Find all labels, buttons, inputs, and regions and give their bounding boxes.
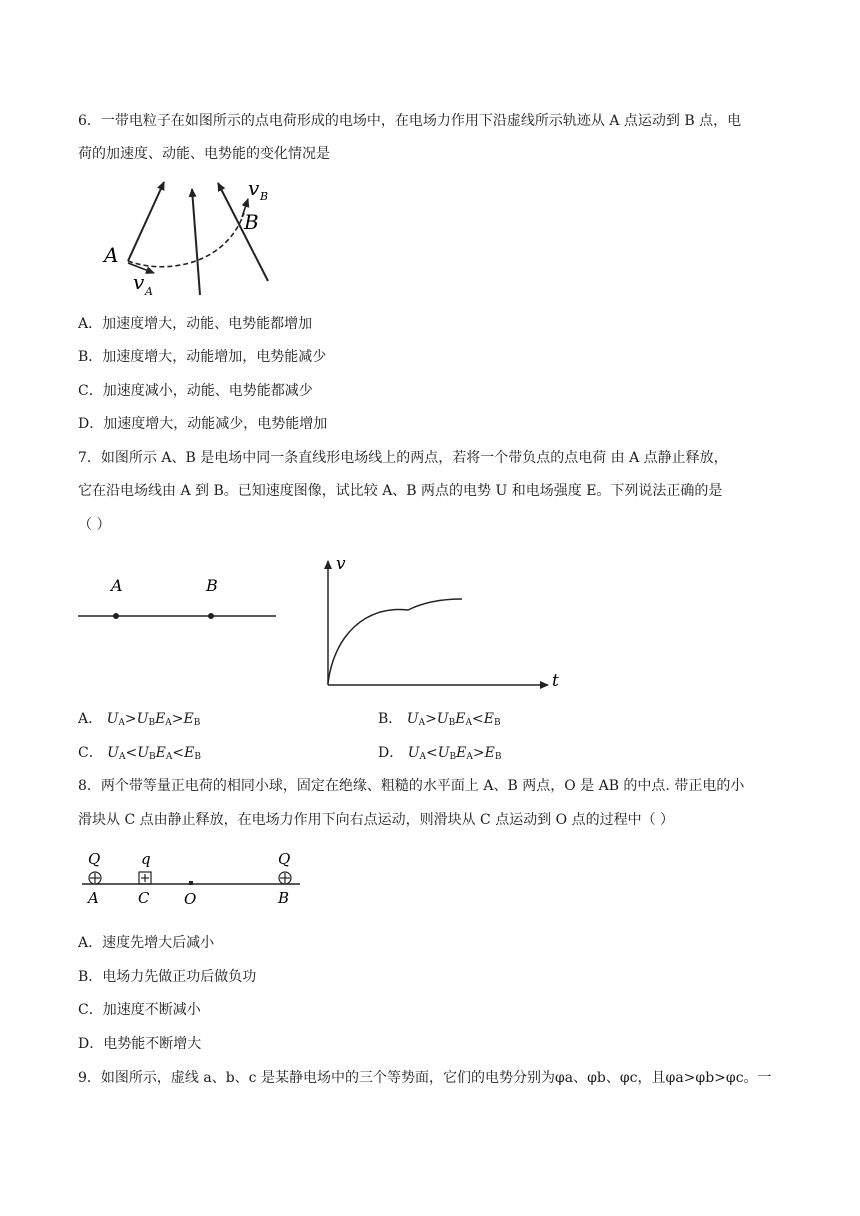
midpoint-O-marker [189,881,193,885]
point-B [208,613,214,619]
q8-option-c: C．加速度不断减小 [78,1002,201,1018]
label-O: O [184,890,197,908]
label-B: B [278,889,290,907]
q7-velocity-graph [316,555,566,695]
label-A: A [104,243,119,267]
label-vB-sub: B [260,190,269,203]
q8-stem-line2: 滑块从 C 点由静止释放，在电场力作用下向右点运动，则滑块从 C 点运动到 O 点的过程中（ ） [78,812,675,828]
q8-stem-line1: 8．两个带等量正电荷的相同小球，固定在绝缘、粗糙的水平面上 A、B 两点，O 是 AB 的中点. 带正电的小 [78,778,745,794]
q6-option-b: B．加速度增大，动能增加，电势能减少 [78,349,327,365]
q7-option-d: D． $U_A<U_BE_A>E_B$ [378,745,502,762]
label-vA-sub: A [145,285,153,298]
axis-t-label: t [552,671,559,691]
charge-q-mid: q [141,850,151,868]
charge-Q-right: Q [278,850,291,868]
axis-v-label: v [336,554,346,574]
q6-stem-line1: 6．一带电粒子在如图所示的点电荷形成的电场中，在电场力作用下沿虚线所示轨迹从 A 点运动到 B 点，电 [78,113,742,129]
velocity-curve [328,599,462,683]
field-line-2 [192,189,200,295]
q7-option-c: C． $U_A<U_BE_A<E_B$ [78,745,201,762]
label-A: A [88,889,99,907]
charge-Q-left: Q [88,850,101,868]
field-line-1 [128,182,164,261]
label-vB: v [248,176,260,200]
q9-stem-line1: 9．如图所示，虚线 a、b、c 是某静电场中的三个等势面，它们的电势分别为φa、φb、φc，且φa>φb>φc。一 [78,1070,772,1086]
label-A: A [111,576,123,595]
q6-figure [96,175,296,300]
q6-option-c: C．加速度减小，动能、电势能都减少 [78,383,313,399]
q7-stem-line3: （ ） [78,517,111,533]
q8-figure [80,848,305,908]
q6-option-d: D．加速度增大，动能减少，电势能增加 [78,416,328,432]
q6-stem-line2: 荷的加速度、动能、电势能的变化情况是 [78,146,330,162]
q8-option-a: A．速度先增大后减小 [78,935,215,951]
q7-stem-line2: 它在沿电场线由 A 到 B。已知速度图像，试比较 A、B 两点的电势 U 和电场强度 E。下列说法正确的是 [78,483,723,499]
q7-field-line-figure [76,575,286,625]
q6-option-a: A．加速度增大，动能、电势能都增加 [78,316,313,332]
point-A [113,613,119,619]
q7-option-a: A． $U_A>U_BE_A>E_B$ [78,711,201,728]
label-C: C [138,889,150,907]
label-B: B [244,210,259,234]
label-B: B [206,576,218,595]
q7-option-b: B． $U_A>U_BE_A<E_B$ [378,711,501,728]
q7-stem-line1: 7．如图所示 A、B 是电场中同一条直线形电场线上的两点，若将一个带负点的点电荷 由 A 点静止释放， [78,450,728,466]
q8-option-b: B．电场力先做正功后做负功 [78,969,257,985]
q8-option-d: D．电势能不断增大 [78,1036,202,1052]
label-vA: v [133,270,145,294]
